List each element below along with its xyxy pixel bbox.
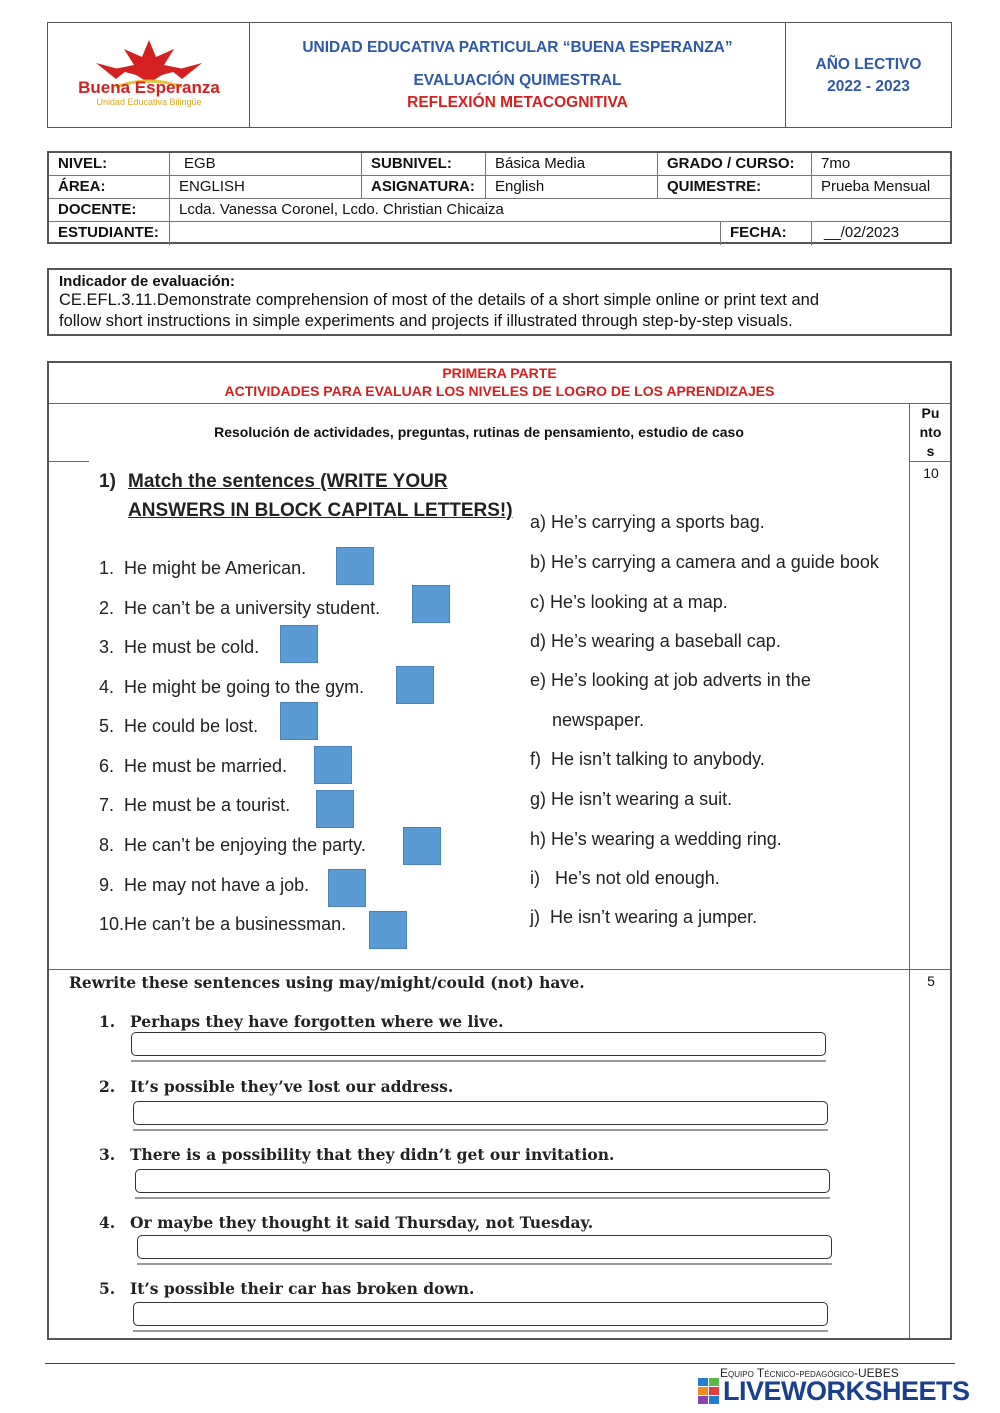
asignatura-value: English <box>486 176 658 199</box>
answer-input-rewrite-3[interactable] <box>136 1170 829 1192</box>
sentence-2: 2. He can’t be a university student. <box>99 598 381 618</box>
answer-input-rewrite-4[interactable] <box>138 1236 831 1258</box>
option-g: g) He isn’t wearing a suit. <box>530 789 733 809</box>
logo-cell <box>48 23 250 127</box>
answer-box-6[interactable] <box>314 746 352 784</box>
divider <box>909 461 950 462</box>
item-4-number: 4. <box>99 1213 116 1232</box>
answer-field-5[interactable] <box>133 1302 828 1326</box>
exercise1-points: 10 <box>923 465 939 481</box>
answer-input-rewrite-5[interactable] <box>134 1303 827 1325</box>
exercise2-instruction: Rewrite these sentences using may/might/could (not) have. <box>69 973 585 992</box>
activities-title: ACTIVIDADES PARA EVALUAR LOS NIVELES DE LOGRO DE LOS APRENDIZAJES <box>224 383 775 399</box>
option-h: h) He’s wearing a wedding ring. <box>530 829 782 849</box>
quimestre-label: QUIMESTRE: <box>658 176 812 199</box>
answer-box-2[interactable] <box>412 585 450 623</box>
area-value: ENGLISH <box>170 176 362 199</box>
exercise1-title-line1: Match the sentences (WRITE YOUR <box>128 471 448 492</box>
sentence-1: 1. He might be American. <box>99 558 307 578</box>
answer-box-3[interactable] <box>280 625 318 663</box>
option-a: a) He’s carrying a sports bag. <box>530 512 765 532</box>
estudiante-input[interactable] <box>170 222 720 245</box>
divider <box>49 969 950 970</box>
indicador-line-2: follow short instructions in simple experiments and projects if illustrated through step-by-step visuals. <box>59 312 793 330</box>
header-title-cell <box>250 23 786 127</box>
school-year-label: AÑO LECTIVO <box>815 56 922 73</box>
points-column-divider <box>909 403 910 1338</box>
answer-underline <box>133 1129 828 1131</box>
answer-input-7[interactable] <box>317 791 353 827</box>
item-2-text: It’s possible they’ve lost our address. <box>130 1077 454 1096</box>
option-f: f) He isn’t talking to anybody. <box>530 749 765 769</box>
answer-field-3[interactable] <box>135 1169 830 1193</box>
option-b: b) He’s carrying a camera and a guide book <box>530 552 879 572</box>
item-1-number: 1. <box>99 1012 116 1031</box>
exercise1-number: 1) <box>99 471 116 492</box>
subnivel-label: SUBNIVEL: <box>362 153 486 176</box>
fecha-value: __/02/2023 <box>824 224 900 241</box>
answer-input-10[interactable] <box>370 912 406 948</box>
logo-subtitle: Unidad Educativa Bilingüe <box>96 97 202 107</box>
sentence-6: 6. He must be married. <box>99 756 288 776</box>
option-i: i) He’s not old enough. <box>530 868 720 888</box>
resolution-title: Resolución de actividades, preguntas, rutinas de pensamiento, estudio de caso <box>214 424 744 440</box>
estudiante-field[interactable] <box>170 222 721 245</box>
quimestre-value: Prueba Mensual <box>812 176 950 199</box>
school-year-cell <box>786 23 951 127</box>
option-d: d) He’s wearing a baseball cap. <box>530 631 781 651</box>
answer-box-4[interactable] <box>396 666 434 704</box>
exercise1-title-line2: ANSWERS IN BLOCK CAPITAL LETTERS!) <box>128 500 513 521</box>
indicador-box <box>47 268 952 336</box>
answer-underline <box>133 1330 828 1332</box>
item-3-number: 3. <box>99 1145 116 1164</box>
points-header <box>911 404 950 461</box>
part-title: PRIMERA PARTE <box>442 365 557 381</box>
divider <box>49 403 950 404</box>
sentence-3: 3. He must be cold. <box>99 637 260 657</box>
answer-underline <box>131 1060 826 1062</box>
answer-input-4[interactable] <box>397 667 433 703</box>
logo-name: Buena Esperanza <box>78 78 220 97</box>
answer-box-9[interactable] <box>328 869 366 907</box>
header-box <box>47 22 952 128</box>
info-table <box>47 151 952 244</box>
nivel-value: EGB <box>170 153 362 176</box>
fecha-label: FECHA: <box>721 222 812 245</box>
answer-input-6[interactable] <box>315 747 351 783</box>
grado-label: GRADO / CURSO: <box>658 153 812 176</box>
answer-box-7[interactable] <box>316 790 354 828</box>
answer-box-8[interactable] <box>403 827 441 865</box>
footer-divider <box>45 1363 955 1364</box>
sentence-9: 9. He may not have a job. <box>99 875 310 895</box>
answer-input-3[interactable] <box>281 626 317 662</box>
footer-brand[interactable]: LIVEWORKSHEETS <box>723 1376 970 1406</box>
sentence-8: 8. He can’t be enjoying the party. <box>99 835 366 855</box>
item-2-number: 2. <box>99 1077 116 1096</box>
option-c: c) He’s looking at a map. <box>530 592 728 612</box>
answer-box-10[interactable] <box>369 911 407 949</box>
answer-input-1[interactable] <box>337 548 373 584</box>
answer-underline <box>135 1197 830 1199</box>
nivel-label: NIVEL: <box>49 153 170 176</box>
points-header-2: nto <box>919 424 942 440</box>
indicador-line-1: CE.EFL.3.11.Demonstrate comprehension of most of the details of a short simple online or print text and <box>59 291 819 309</box>
item-4-text: Or maybe they thought it said Thursday, not Tuesday. <box>130 1213 594 1232</box>
answer-input-5[interactable] <box>281 703 317 739</box>
sentence-7: 7. He must be a tourist. <box>99 795 291 815</box>
sentence-5: 5. He could be lost. <box>99 716 259 736</box>
answer-input-8[interactable] <box>404 828 440 864</box>
answer-box-5[interactable] <box>280 702 318 740</box>
item-5-number: 5. <box>99 1279 116 1298</box>
points-header-1: Pu <box>921 405 940 421</box>
subnivel-value: Básica Media <box>486 153 658 176</box>
option-e-continued: newspaper. <box>552 710 645 730</box>
answer-input-2[interactable] <box>413 586 449 622</box>
answer-field-1[interactable] <box>131 1032 826 1056</box>
sentence-4: 4. He might be going to the gym. <box>99 677 365 697</box>
reflection-title: REFLEXIÓN METACOGNITIVA <box>407 94 628 111</box>
docente-value: Lcda. Vanessa Coronel, Lcdo. Christian Chicaiza <box>170 199 950 222</box>
answer-box-1[interactable] <box>336 547 374 585</box>
option-j: j) He isn’t wearing a jumper. <box>530 907 758 927</box>
option-e: e) He’s looking at job adverts in the <box>530 670 811 690</box>
answer-input-9[interactable] <box>329 870 365 906</box>
answer-field-2[interactable] <box>133 1101 828 1125</box>
main-section <box>47 361 952 1340</box>
estudiante-label: ESTUDIANTE: <box>49 222 170 245</box>
asignatura-label: ASIGNATURA: <box>362 176 486 199</box>
answer-input-rewrite-2[interactable] <box>134 1102 827 1124</box>
evaluation-title: EVALUACIÓN QUIMESTRAL <box>413 72 622 89</box>
footer-team: Equipo Técnico-pedagógico-UEBES <box>720 1366 899 1380</box>
docente-label: DOCENTE: <box>49 199 170 222</box>
item-1-text: Perhaps they have forgotten where we live. <box>130 1012 504 1031</box>
points-header-3: s <box>926 443 935 459</box>
indicador-title: Indicador de evaluación: <box>59 273 235 290</box>
area-label: ÁREA: <box>49 176 170 199</box>
answer-field-4[interactable] <box>137 1235 832 1259</box>
liveworksheets-logo-icon <box>698 1378 720 1404</box>
sentence-10: 10.He can’t be a businessman. <box>99 914 347 934</box>
divider <box>49 461 89 462</box>
item-3-text: There is a possibility that they didn’t get our invitation. <box>130 1145 615 1164</box>
item-5-text: It’s possible their car has broken down. <box>130 1279 475 1298</box>
answer-underline <box>137 1263 832 1265</box>
grado-value: 7mo <box>812 153 950 176</box>
school-name: UNIDAD EDUCATIVA PARTICULAR “BUENA ESPERANZA” <box>302 39 733 56</box>
school-year-value: 2022 - 2023 <box>827 78 910 95</box>
exercise2-points: 5 <box>927 973 935 989</box>
answer-input-rewrite-1[interactable] <box>132 1033 825 1055</box>
